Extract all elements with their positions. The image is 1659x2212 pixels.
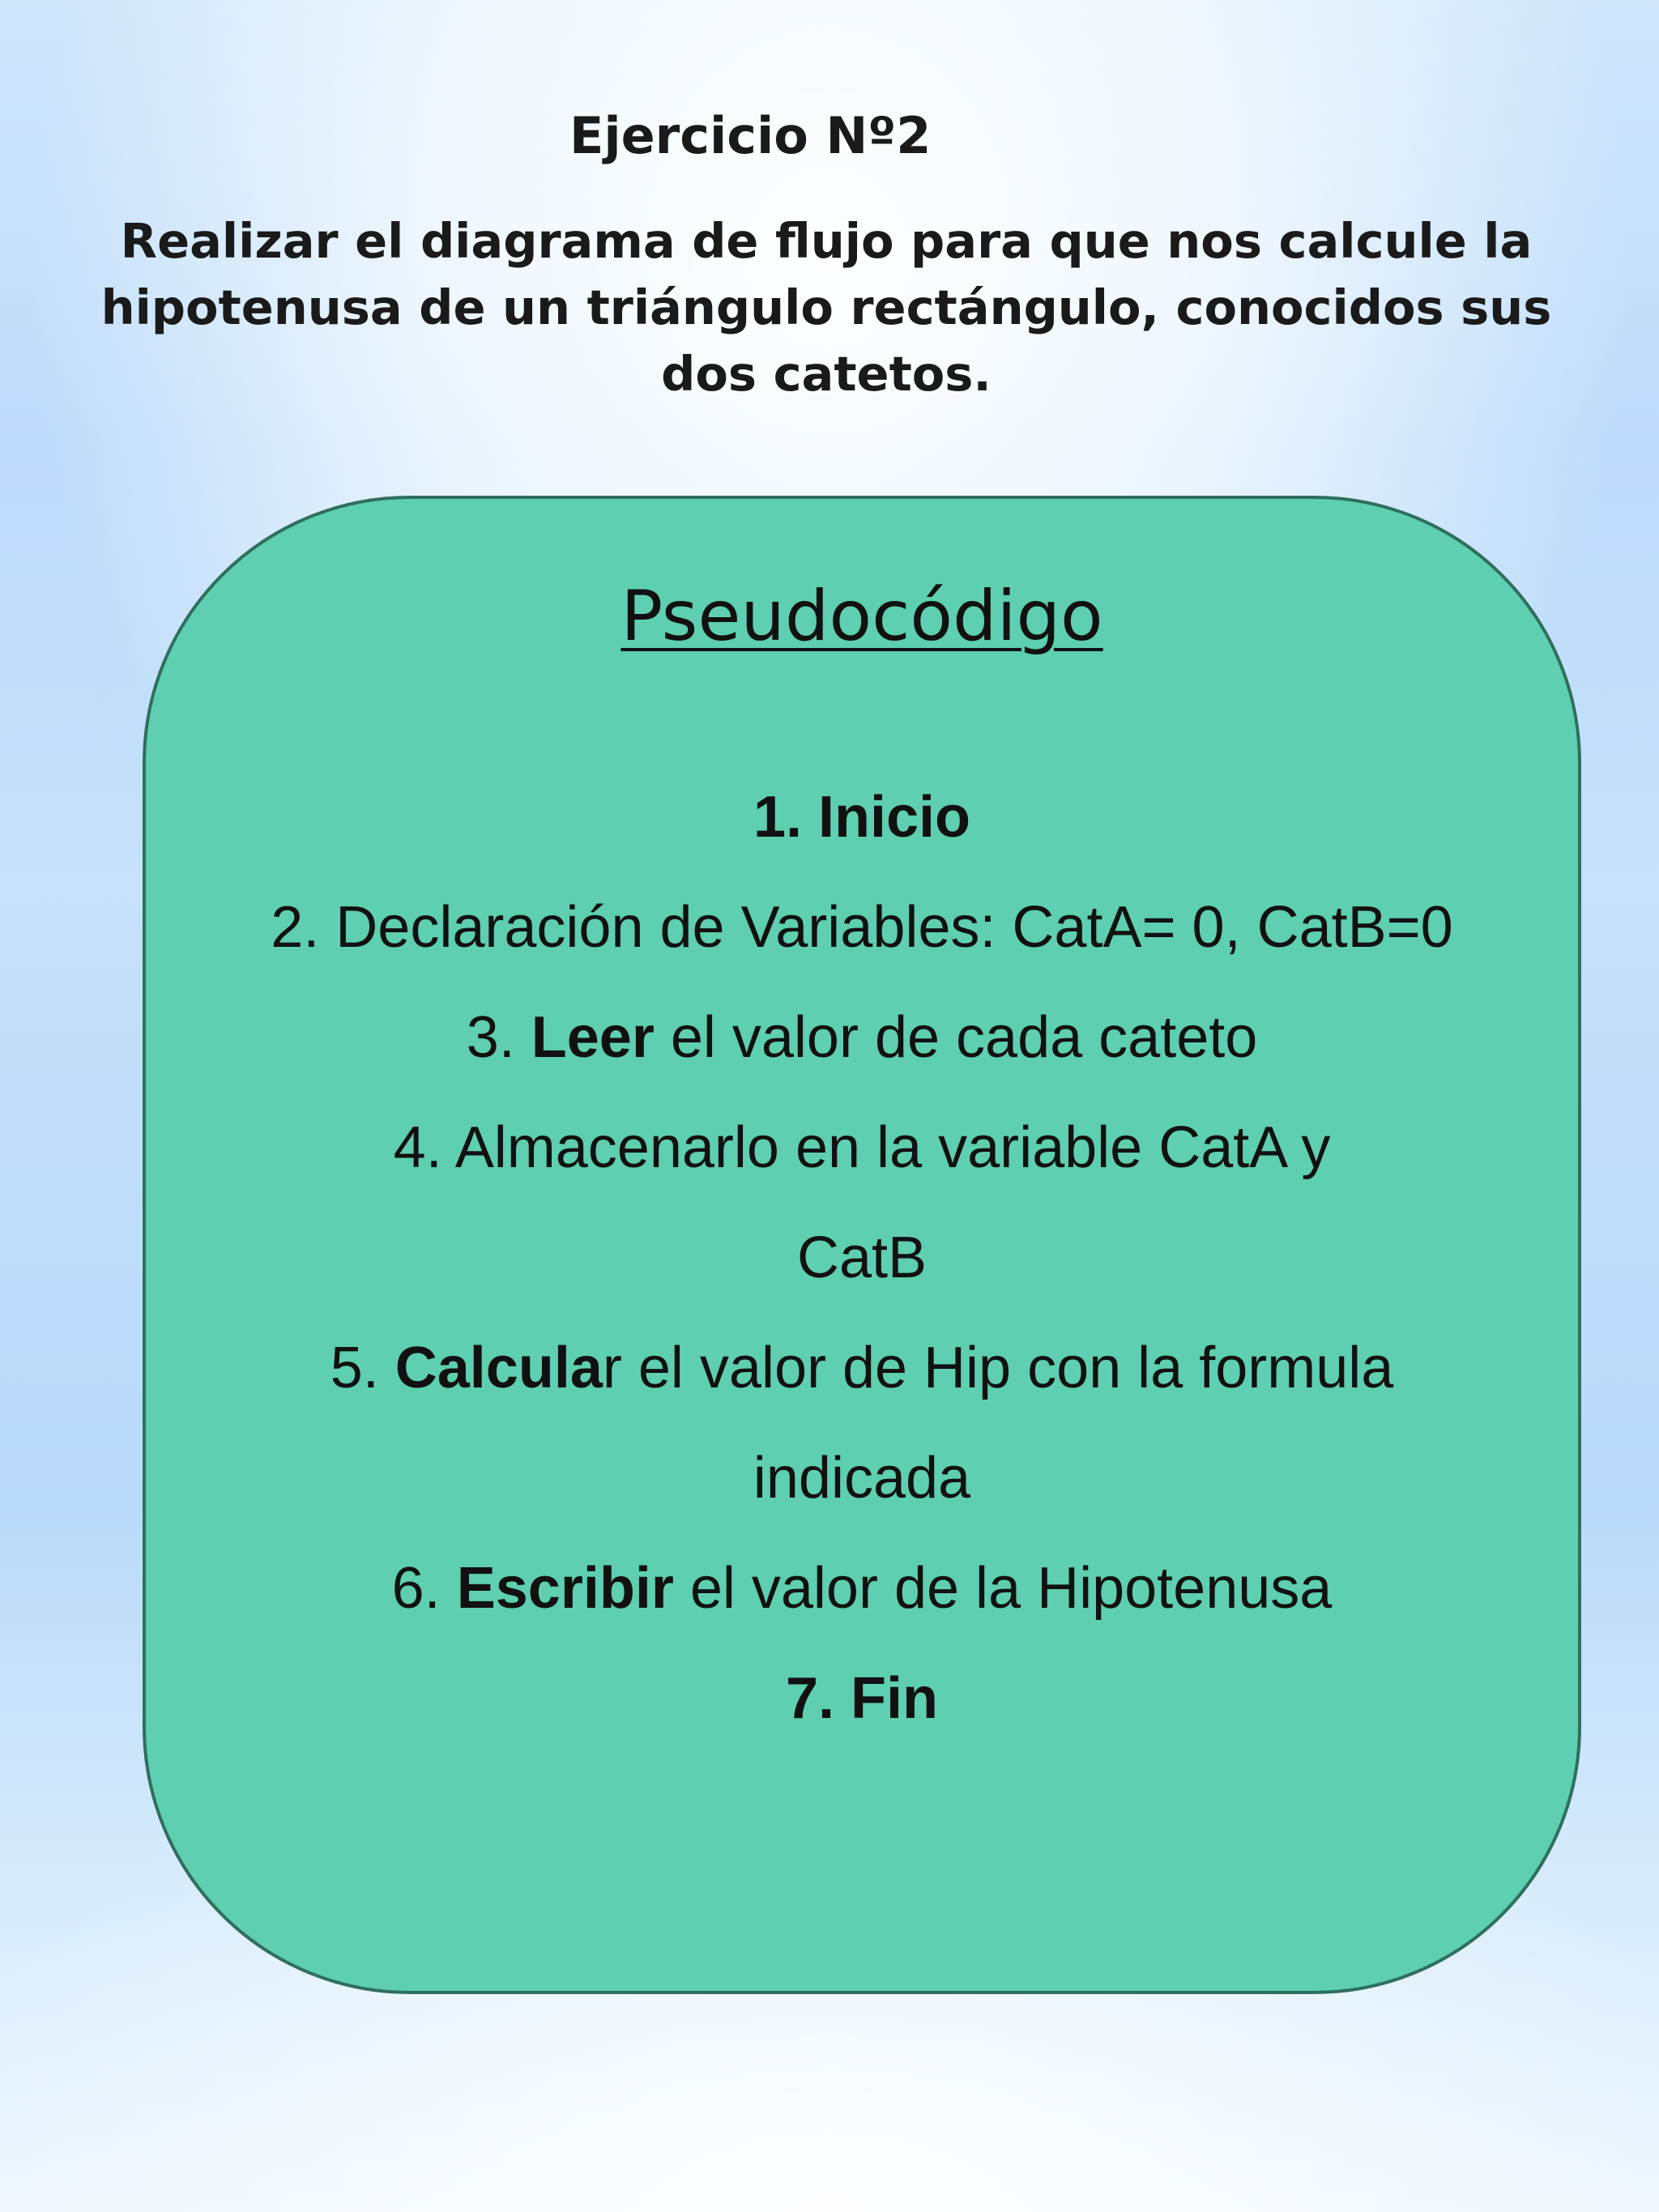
- step-escribir: [146, 1533, 1578, 1643]
- step-text: el valor de la Hipotenusa: [673, 1556, 1333, 1621]
- step-calcular: [146, 1313, 1578, 1423]
- pseudocode-title-text: Pseudocódigo: [621, 576, 1103, 657]
- statement-line: dos catetos.: [661, 346, 992, 402]
- pseudocode-title: [146, 572, 1578, 661]
- step-text: el valor de cada cateto: [654, 1005, 1258, 1070]
- step-number: 6.: [391, 1556, 457, 1621]
- step-fin: 7. Fin: [785, 1666, 938, 1731]
- step-number: 3.: [466, 1005, 531, 1070]
- step-declaracion: 2. Declaración de Variables: CatA= 0, CatB=0: [271, 895, 1453, 960]
- exercise-title: Ejercicio Nº2: [569, 106, 932, 165]
- step-almacenar-cont: CatB: [796, 1225, 928, 1290]
- step-keyword: Escribir: [456, 1556, 674, 1621]
- step-text: r el valor de Hip con la formula: [602, 1336, 1394, 1400]
- step-almacenar: 4. Almacenarlo en la variable CatA y: [393, 1115, 1331, 1180]
- pseudocode-steps: [146, 762, 1578, 1754]
- statement-line: hipotenusa de un triángulo rectángulo, conocidos sus: [100, 279, 1552, 335]
- step-leer: [146, 982, 1578, 1093]
- step-number: 5.: [330, 1336, 395, 1400]
- step-keyword: Calcula: [394, 1336, 603, 1400]
- pseudocode-box: [143, 496, 1581, 1994]
- step-calcular-cont: indicada: [753, 1446, 971, 1511]
- step-keyword: Leer: [531, 1005, 655, 1070]
- step-inicio: 1. Inicio: [753, 785, 971, 850]
- statement-line: Realizar el diagrama de flujo para que nos calcule la: [120, 213, 1533, 269]
- exercise-statement: [97, 208, 1555, 407]
